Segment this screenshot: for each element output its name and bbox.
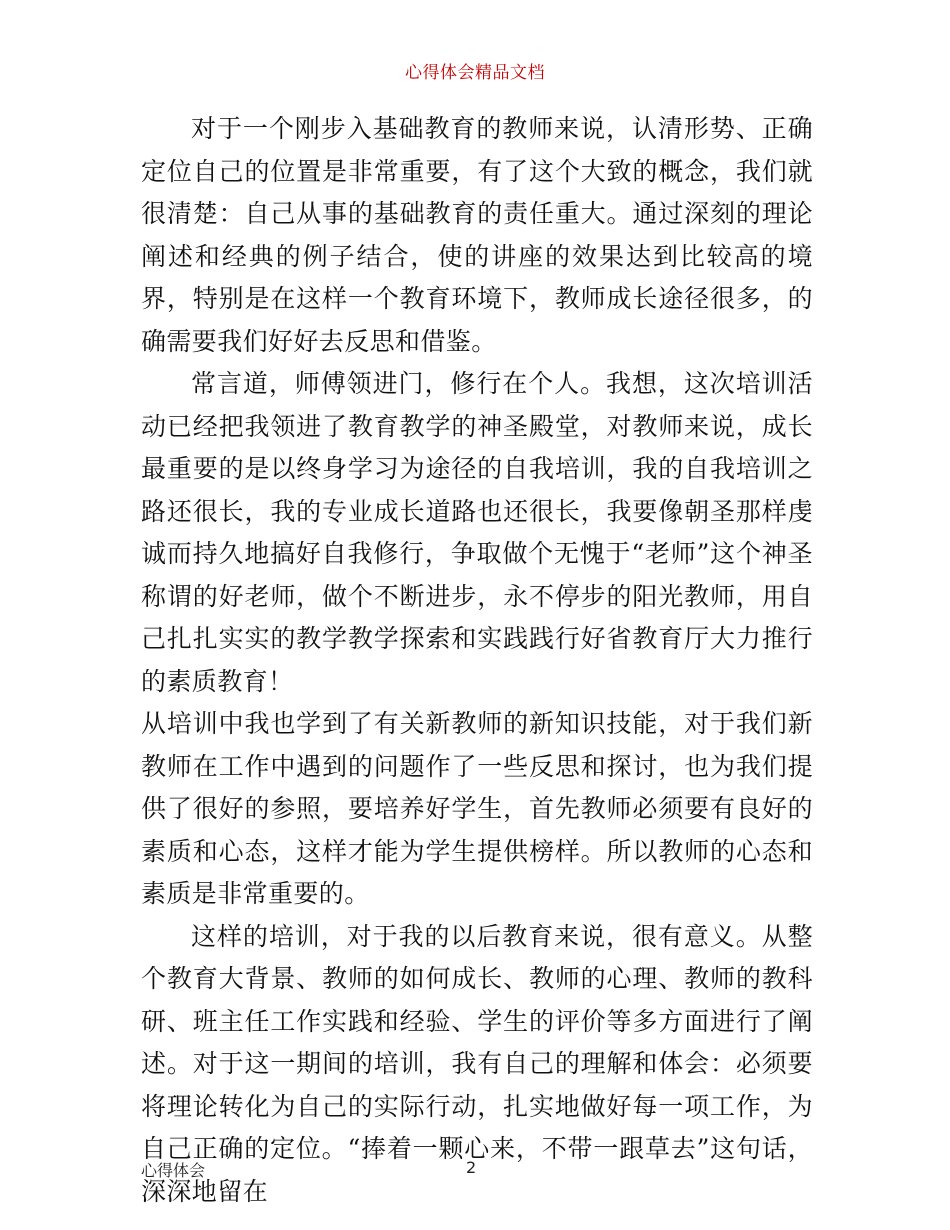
document-header-title: 心得体会精品文档 <box>405 63 545 83</box>
paragraph-1: 对于一个刚步入基础教育的教师来说，认清形势、正确定位自己的位置是非常重要，有了这个大致的概念，我们就很清楚：自己从事的基础教育的责任重大。通过深刻的理论阐述和经典的例子结合，使的讲座的效果达到比较高的境界，特别是在这样一个教育环境下，教师成长途径很多，的确需要我们好好去反思和借鉴。 <box>141 114 813 356</box>
paragraph-3: 从培训中我也学到了有关新教师的新知识技能，对于我们新教师在工作中遇到的问题作了一些反思和探讨，也为我们提供了很好的参照，要培养好学生，首先教师必须要有良好的素质和心态，这样才能为学生提供榜样。所以教师的心态和素质是非常重要的。 <box>141 709 813 908</box>
page-number: 2 <box>466 1158 477 1177</box>
document-body <box>141 108 813 1213</box>
paragraph-2: 常言道，师傅领进门，修行在个人。我想，这次培训活动已经把我领进了教育教学的神圣殿堂，对教师来说，成长最重要的是以终身学习为途径的自我培训，我的自我培训之路还很长，我的专业成长道路也还很长，我要像朝圣那样虔诚而持久地搞好自我修行，争取做个无愧于“老师”这个神圣称谓的好老师，做个不断进步，永不停步的阳光教师，用自己扎扎实实的教学教学探索和实践践行好省教育厅大力推行的素质教育！ <box>141 369 813 696</box>
footer-label: 心得体会 <box>141 1161 206 1180</box>
paragraph-4: 这样的培训，对于我的以后教育来说，很有意义。从整个教育大背景、教师的如何成长、教师的心理、教师的教科研、班主任工作实践和经验、学生的评价等多方面进行了阐述。对于这一期间的培训，我有自己的理解和体会：必须要将理论转化为自己的实际行动，扎实地做好每一项工作，为自己正确的定位。“捧着一颗心来，不带一跟草去”这句话，深深地留在 <box>141 921 813 1206</box>
